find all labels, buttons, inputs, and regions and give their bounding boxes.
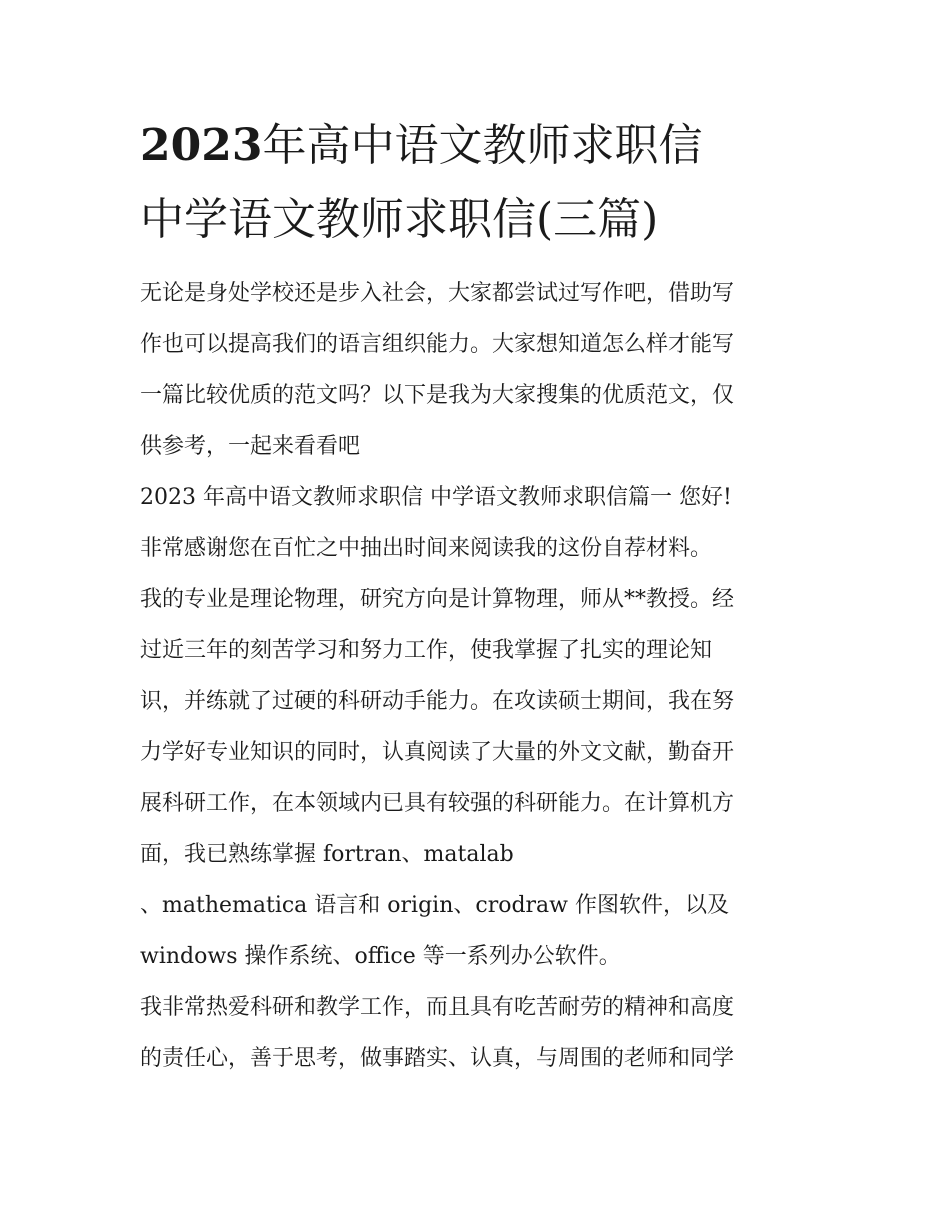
- title-year: 2023: [140, 120, 263, 171]
- text-line: 一篇比较优质的范文吗？以下是我为大家搜集的优质范文，仅: [140, 383, 735, 408]
- text-line: 面，我已熟练掌握 fortran、matalab: [140, 842, 514, 867]
- text-line: 作也可以提高我们的语言组织能力。大家想知道怎么样才能写: [140, 332, 735, 357]
- document-title: [140, 118, 812, 248]
- text-line: 2023 年高中语文教师求职信 中学语文教师求职信篇一 您好!: [140, 485, 732, 510]
- text-line: 展科研工作，在本领域内已具有较强的科研能力。在计算机方: [140, 791, 735, 816]
- text-line: 非常感谢您在百忙之中抽出时间来阅读我的这份自荐材料。: [140, 536, 713, 561]
- text-line: 过近三年的刻苦学习和努力工作，使我掌握了扎实的理论知: [140, 638, 713, 663]
- text-line: windows 操作系统、office 等一系列办公软件。: [140, 944, 621, 969]
- text-line: 无论是身处学校还是步入社会，大家都尝试过写作吧，借助写: [140, 281, 735, 306]
- document-body: [140, 268, 812, 1084]
- title-line-1-text: 年高中语文教师求职信: [262, 120, 703, 171]
- text-line: 供参考，一起来看看吧: [140, 434, 361, 459]
- document-page: [140, 118, 812, 1084]
- title-line-1: [140, 118, 812, 174]
- text-line: 我非常热爱科研和教学工作，而且具有吃苦耐劳的精神和高度: [140, 995, 735, 1020]
- title-line-2: 中学语文教师求职信(三篇): [140, 194, 659, 245]
- text-line: 识，并练就了过硬的科研动手能力。在攻读硕士期间，我在努: [140, 689, 735, 714]
- text-line: 我的专业是理论物理，研究方向是计算物理，师从**教授。经: [140, 587, 735, 612]
- text-line: 的责任心，善于思考，做事踏实、认真，与周围的老师和同学: [140, 1046, 735, 1071]
- text-line: 、mathematica 语言和 origin、crodraw 作图软件，以及: [140, 893, 729, 918]
- text-line: 力学好专业知识的同时，认真阅读了大量的外文文献，勤奋开: [140, 740, 735, 765]
